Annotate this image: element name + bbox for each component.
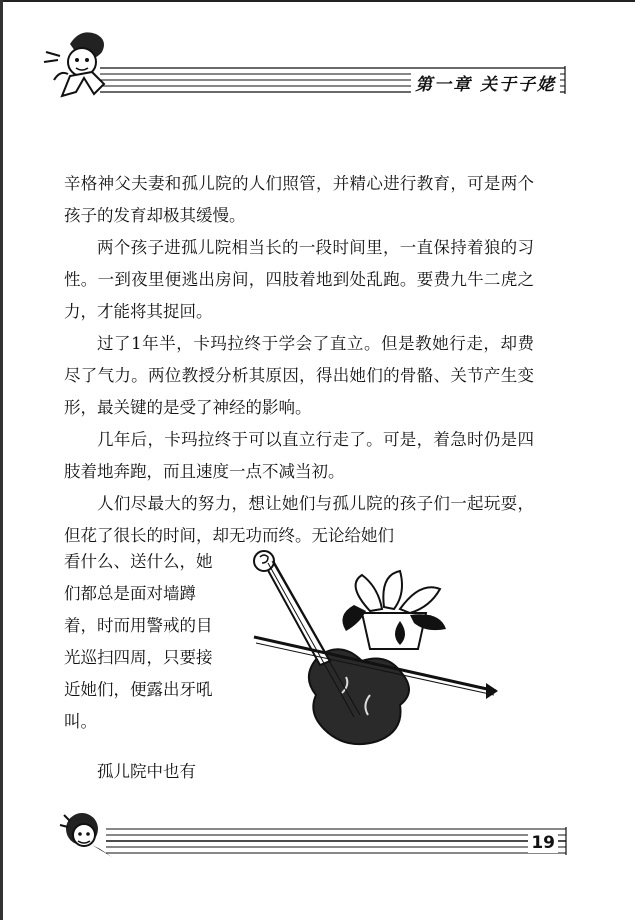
- text-line: 近她们，便露出牙吼: [64, 680, 213, 699]
- text-line: 光巡扫四周，只要接: [64, 648, 213, 667]
- violin-illustration: [250, 545, 500, 765]
- paragraph: 几年后，卡玛拉终于可以直立行走了。可是，着急时仍是四肢着地奔跑，而且速度一点不减当初。: [64, 430, 534, 481]
- mascot-footer-icon: [56, 805, 116, 865]
- text-line: 看什么、送什么，她: [64, 552, 213, 571]
- text-line: 叫。: [64, 712, 97, 731]
- paragraph: 辛格神父夫妻和孤儿院的人们照管，并精心进行教育，可是两个孩子的发育却极其缓慢。: [64, 174, 534, 225]
- text-line: 着，时而用警戒的目: [64, 616, 213, 635]
- page-top-edge: [0, 0, 635, 6]
- text-line: 们都总是面对墙蹲: [64, 584, 196, 603]
- page-header: [40, 22, 570, 102]
- main-text: [64, 168, 534, 552]
- page-footer: [56, 805, 576, 865]
- page-left-edge: [0, 0, 3, 920]
- text-line: 孤儿院中也有: [97, 762, 196, 781]
- paragraph: 过了1年半，卡玛拉终于学会了直立。但是教她行走，却费尽了气力。两位教授分析其原因，得出她们的骨骼、关节产生变形，最关键的是受了神经的影响。: [64, 334, 534, 417]
- footer-rules: [56, 805, 576, 865]
- paragraph: 人们尽最大的努力，想让她们与孤儿院的孩子们一起玩耍，但花了很长的时间，却无功而终。无论给她们: [64, 494, 534, 545]
- mascot-header-icon: [40, 22, 120, 102]
- chapter-title: 第一章 关于子姥: [411, 70, 560, 95]
- page-number: 19: [528, 833, 558, 853]
- paragraph: 两个孩子进孤儿院相当长的一段时间里，一直保持着狼的习性。一到夜里便逃出房间，四肢着地到处乱跑。要费九牛二虎之力，才能将其捉回。: [64, 238, 534, 321]
- wrapped-text: [64, 546, 246, 788]
